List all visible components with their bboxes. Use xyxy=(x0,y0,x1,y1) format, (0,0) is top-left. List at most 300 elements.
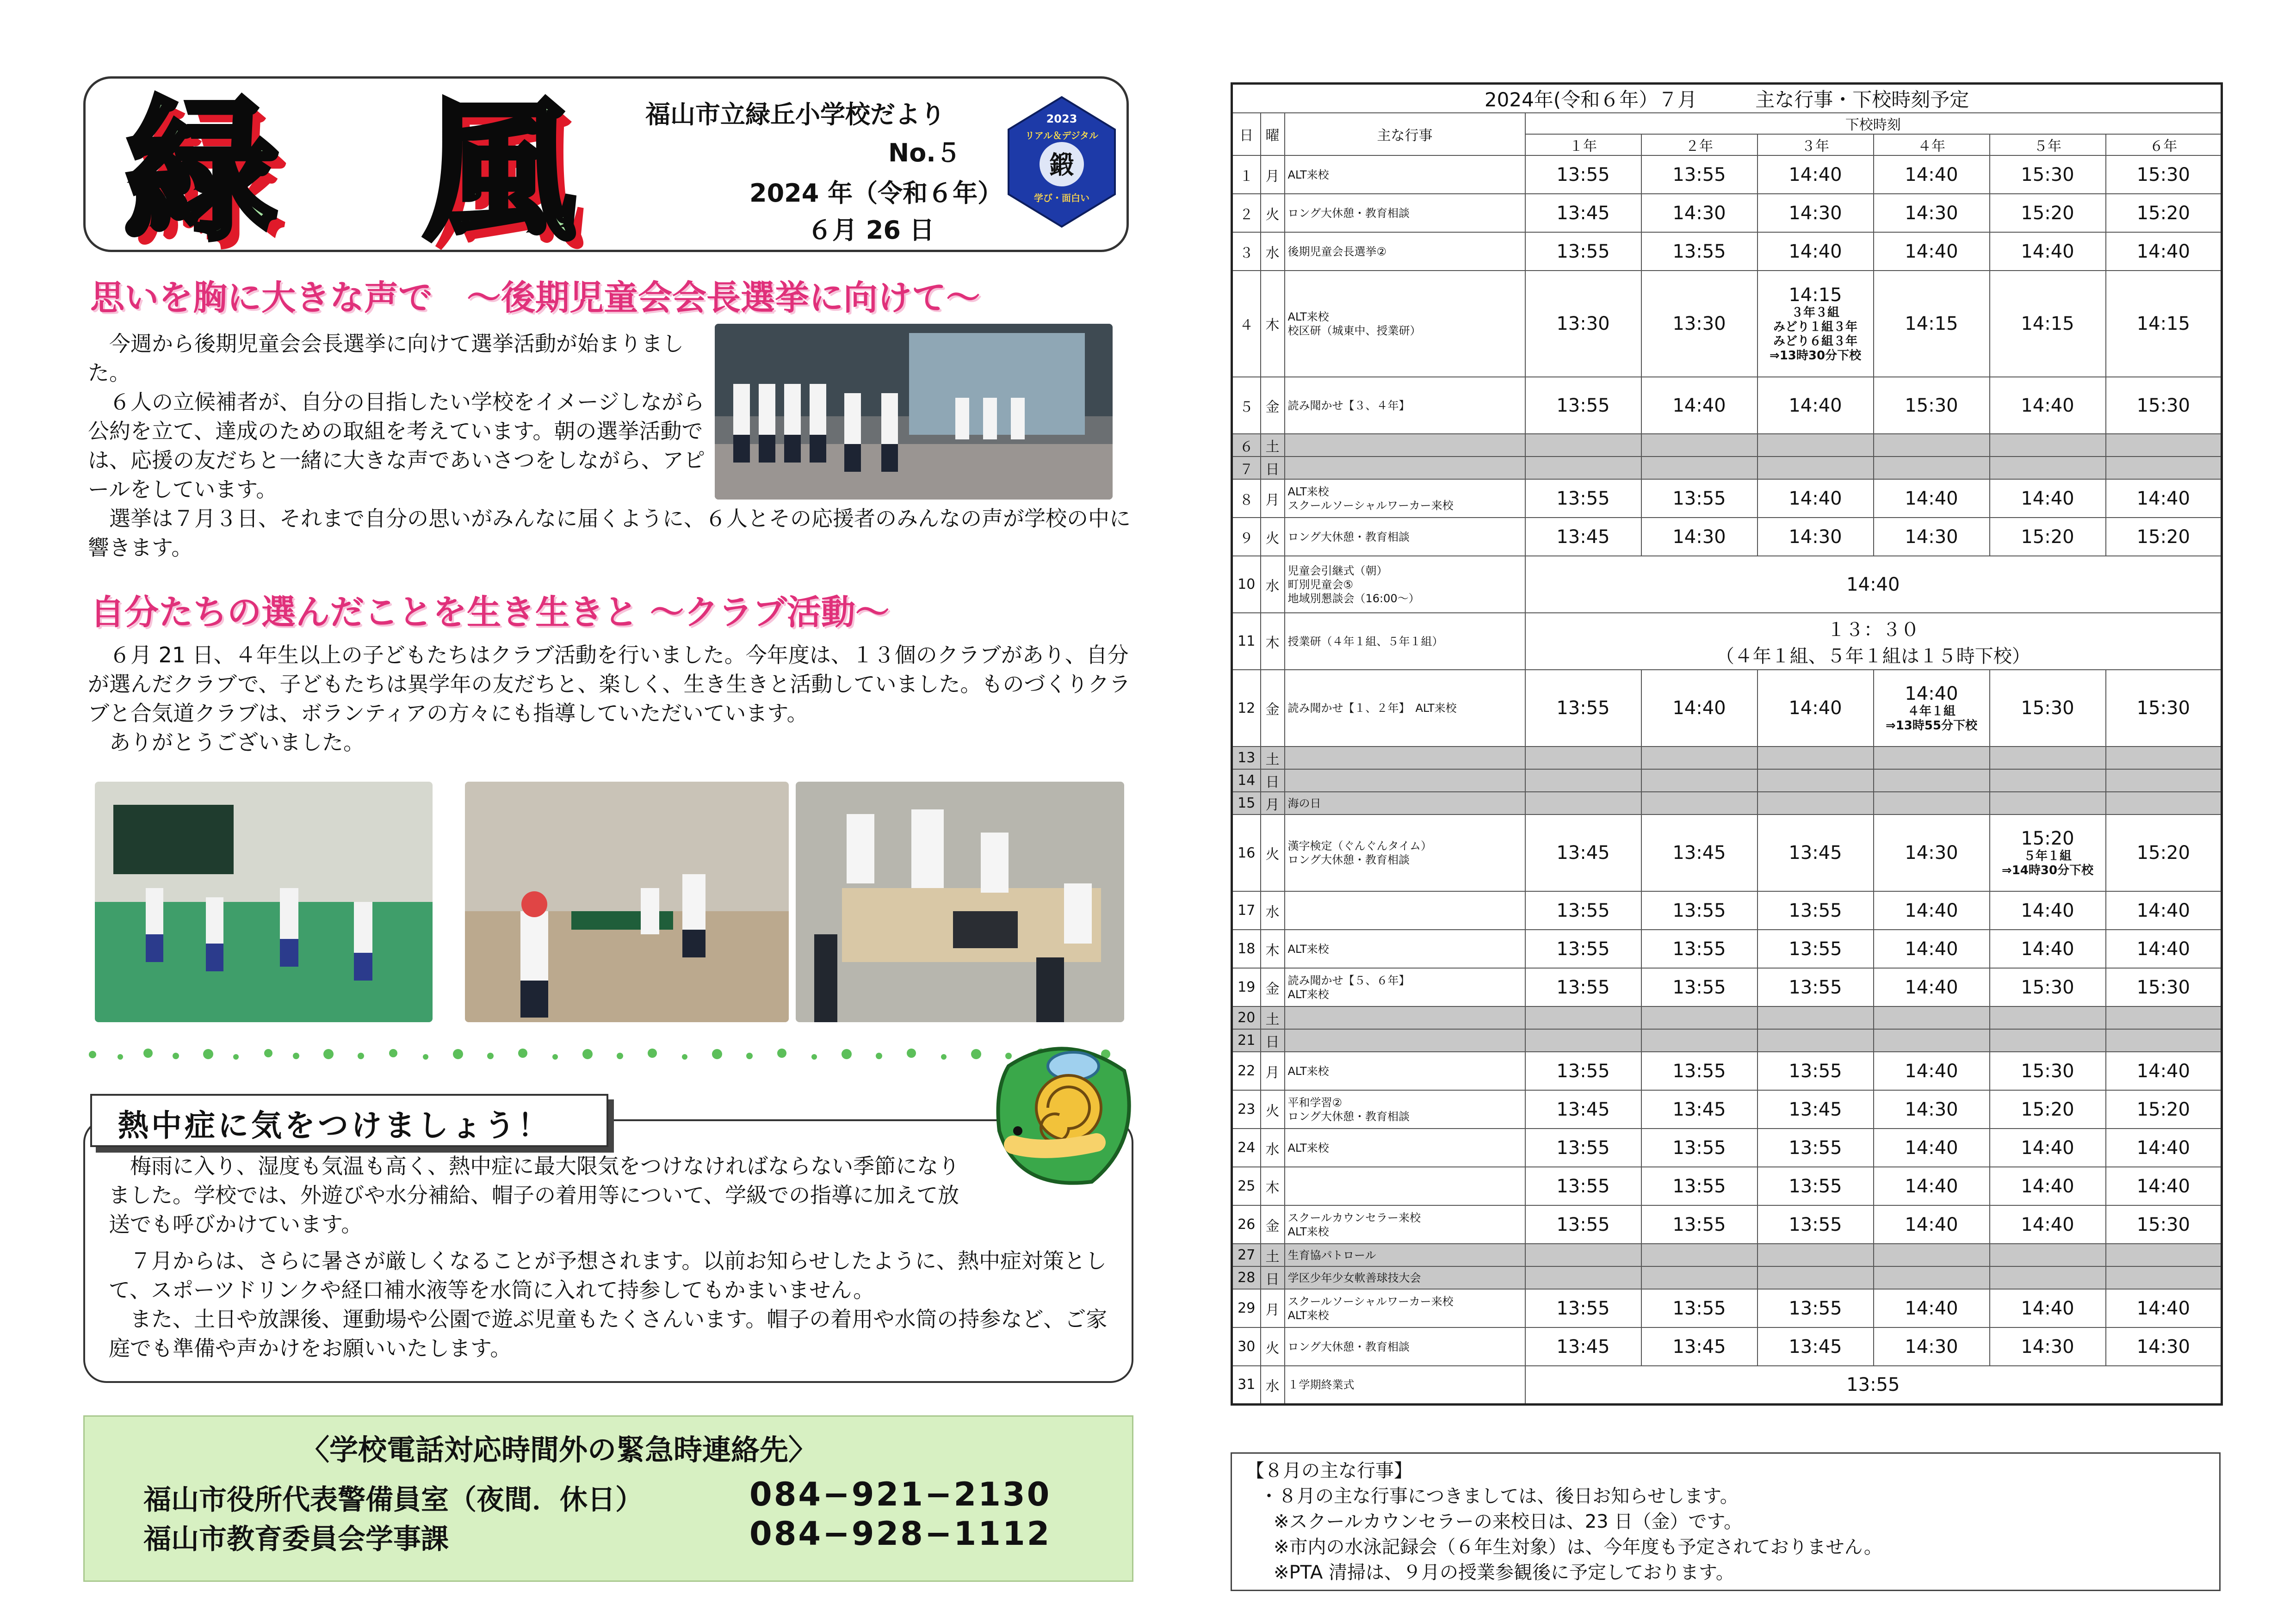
time-value: 15:30 xyxy=(2021,164,2074,185)
aikido-club-photo xyxy=(95,782,433,1022)
time-value: 13:55 xyxy=(1789,1175,1842,1197)
empty-cell xyxy=(1874,1029,1990,1052)
empty-cell xyxy=(2106,1029,2222,1052)
dismissal-time xyxy=(1874,968,1990,1006)
empty-cell xyxy=(1525,1266,1641,1289)
row-weekday: 金 xyxy=(1261,377,1285,434)
row-weekday: 日 xyxy=(1261,769,1285,792)
time-value: 13:55 xyxy=(1672,1297,1726,1319)
time-value: 14:40 xyxy=(2021,241,2074,262)
dismissal-time xyxy=(1641,1090,1758,1129)
row-weekday: 土 xyxy=(1261,747,1285,769)
schedule-row xyxy=(1232,1129,2222,1167)
time-value: 13:55 xyxy=(1556,697,1610,719)
event-item: スクールソーシャルワーカー来校 xyxy=(1287,1295,1454,1308)
row-day: ７ xyxy=(1232,457,1261,479)
dismissal-time xyxy=(1874,891,1990,930)
time-value: 15:30 xyxy=(2021,976,2074,998)
schedule-row xyxy=(1232,613,2222,670)
time-value: 13:55 xyxy=(1556,1137,1610,1159)
time-value: 15:30 xyxy=(2136,395,2190,416)
dismissal-time xyxy=(1990,518,2106,556)
time-value: 13:55 xyxy=(1672,1175,1726,1197)
time-note: ⇒14時30分下校 xyxy=(2001,864,2094,877)
time-value: 14:40 xyxy=(2021,395,2074,416)
schedule-row xyxy=(1232,457,2222,479)
dismissal-time xyxy=(1641,891,1758,930)
event-item: 学区少年少女軟善球技大会 xyxy=(1287,1271,1421,1284)
dismissal-time xyxy=(1874,815,1990,891)
august-note: ※市内の水泳記録会（６年生対象）は、今年度も予定されておりません。 xyxy=(1274,1537,1882,1558)
dismissal-time xyxy=(1525,815,1641,891)
empty-cell xyxy=(1990,747,2106,769)
row-events xyxy=(1285,1266,1525,1289)
row-day: 11 xyxy=(1232,613,1261,670)
row-weekday: 水 xyxy=(1261,1129,1285,1167)
schedule-row xyxy=(1232,968,2222,1006)
heatstroke-paragraph: 梅雨に入り、湿度も気温も高く、熱中症に最大限気をつけなければならない季節になりました。学校では、外遊びや水分補給、帽子の着用等について、学級での指導に加えて放送でも呼びかけています。 xyxy=(109,1154,960,1237)
row-events xyxy=(1285,1129,1525,1167)
row-weekday: 日 xyxy=(1261,1266,1285,1289)
schedule-row xyxy=(1232,1289,2222,1327)
schedule-row xyxy=(1232,1167,2222,1205)
empty-cell xyxy=(1525,792,1641,815)
time-value: 13:55 xyxy=(1789,938,1842,960)
row-weekday: 土 xyxy=(1261,434,1285,457)
event-item: 校区研（城東中、授業研） xyxy=(1287,324,1421,337)
dismissal-time xyxy=(2106,232,2222,271)
time-value: 14:40 xyxy=(1905,900,1958,921)
empty-cell xyxy=(1758,434,1874,457)
dismissal-time xyxy=(1525,1052,1641,1090)
time-note: ３年３組 xyxy=(1791,306,1839,320)
time-value: 14:40 xyxy=(2136,1175,2190,1197)
dismissal-time xyxy=(1758,891,1874,930)
time-value: 15:20 xyxy=(2136,1098,2190,1120)
row-weekday: 月 xyxy=(1261,792,1285,815)
time-value: 13:55 xyxy=(1556,1060,1610,1082)
row-events xyxy=(1285,613,1525,670)
dismissal-time xyxy=(1525,1090,1641,1129)
event-item: 読み聞かせ【３、４年】 xyxy=(1287,399,1410,412)
row-events xyxy=(1285,1006,1525,1029)
event-item: 後期児童会長選挙② xyxy=(1287,245,1387,258)
dismissal-time xyxy=(1641,1052,1758,1090)
row-day: ４ xyxy=(1232,271,1261,377)
empty-cell xyxy=(2106,747,2222,769)
dismissal-time xyxy=(1525,670,1641,747)
dismissal-time xyxy=(1874,1205,1990,1244)
dismissal-time xyxy=(1874,1090,1990,1129)
dismissal-time xyxy=(1641,1327,1758,1366)
time-value: 14:30 xyxy=(1905,1336,1958,1358)
dismissal-time xyxy=(2106,271,2222,377)
time-value: 14:30 xyxy=(2021,1336,2074,1358)
header-grade: ３年 xyxy=(1758,134,1874,155)
time-value: 13:55 xyxy=(1556,1214,1610,1235)
august-note: ※スクールカウンセラーの来校日は、23 日（金）です。 xyxy=(1274,1511,1743,1532)
time-value: 14:40 xyxy=(1905,1137,1958,1159)
empty-cell xyxy=(1874,792,1990,815)
dismissal-time xyxy=(1525,930,1641,968)
time-value: 14:40 xyxy=(1905,683,1958,704)
time-value: 13:55 xyxy=(1672,900,1726,921)
dismissal-all-grades xyxy=(1525,1366,2222,1404)
header-dismissal: 下校時刻 xyxy=(1525,113,2222,134)
dismissal-time xyxy=(2106,194,2222,232)
contact-name: 福山市役所代表警備員室（夜間．休日） xyxy=(143,1484,643,1516)
empty-cell xyxy=(1641,792,1758,815)
schedule-row xyxy=(1232,815,2222,891)
empty-cell xyxy=(1758,457,1874,479)
july-schedule-table xyxy=(1231,82,2223,1406)
dismissal-time xyxy=(1758,1327,1874,1366)
dismissal-time xyxy=(1990,968,2106,1006)
dismissal-time xyxy=(1874,1289,1990,1327)
row-events xyxy=(1285,747,1525,769)
dismissal-time: 14:40 xyxy=(1846,574,1900,595)
empty-cell xyxy=(1874,769,1990,792)
row-day: 31 xyxy=(1232,1366,1261,1404)
dismissal-time xyxy=(2106,518,2222,556)
dismissal-time xyxy=(1990,1205,2106,1244)
dismissal-time xyxy=(1874,232,1990,271)
time-value: 13:45 xyxy=(1556,1098,1610,1120)
time-value: 15:20 xyxy=(2021,202,2074,224)
empty-cell xyxy=(1641,1266,1758,1289)
event-item: スクールソーシャルワーカー来校 xyxy=(1287,499,1454,512)
header-grade: ２年 xyxy=(1641,134,1758,155)
empty-cell xyxy=(1525,1244,1641,1266)
emergency-contact-title: 〈学校電話対応時間外の緊急時連絡先〉 xyxy=(301,1433,817,1467)
dismissal-time xyxy=(1525,1167,1641,1205)
dismissal-time xyxy=(1525,1289,1641,1327)
row-weekday: 水 xyxy=(1261,556,1285,613)
empty-cell xyxy=(1758,1029,1874,1052)
empty-cell xyxy=(1758,1006,1874,1029)
dismissal-time xyxy=(2106,1129,2222,1167)
event-item: 読み聞かせ【５、６年】 xyxy=(1287,974,1410,987)
dismissal-time xyxy=(1758,155,1874,194)
time-value: 13:55 xyxy=(1789,1297,1842,1319)
row-events xyxy=(1285,479,1525,518)
time-value: 13:45 xyxy=(1556,526,1610,548)
time-value: 14:30 xyxy=(1789,526,1842,548)
empty-cell xyxy=(1525,747,1641,769)
article1-body xyxy=(88,329,708,504)
empty-cell xyxy=(1990,1006,2106,1029)
dismissal-time xyxy=(1990,891,2106,930)
header-grade: ４年 xyxy=(1874,134,1990,155)
svg-text:学び・面白い: 学び・面白い xyxy=(1034,192,1089,204)
schedule-row xyxy=(1232,930,2222,968)
empty-cell xyxy=(1990,434,2106,457)
event-item: ALT来校 xyxy=(1287,942,1329,956)
dismissal-all-grades xyxy=(1525,613,2222,670)
dismissal-time xyxy=(2106,1052,2222,1090)
time-value: 14:40 xyxy=(2136,488,2190,509)
heatstroke-title: 熱中症に気をつけましょう！ xyxy=(118,1108,551,1143)
empty-cell xyxy=(1758,792,1874,815)
event-item: 生育協パトロール xyxy=(1287,1248,1376,1262)
dismissal-time xyxy=(1758,194,1874,232)
time-value: 15:20 xyxy=(2136,202,2190,224)
schedule-row xyxy=(1232,1244,2222,1266)
empty-cell xyxy=(1990,769,2106,792)
row-day: ９ xyxy=(1232,518,1261,556)
schedule-row xyxy=(1232,479,2222,518)
event-item: ロング大休憩・教育相談 xyxy=(1287,530,1410,543)
dismissal-time xyxy=(2106,930,2222,968)
row-day: 17 xyxy=(1232,891,1261,930)
row-events xyxy=(1285,1366,1525,1404)
dismissal-time xyxy=(1758,1090,1874,1129)
dismissal-time xyxy=(1641,518,1758,556)
row-events xyxy=(1285,271,1525,377)
time-value: 13:55 xyxy=(1672,1137,1726,1159)
dismissal-time xyxy=(1641,1289,1758,1327)
row-weekday: 水 xyxy=(1261,891,1285,930)
dismissal-time xyxy=(1758,232,1874,271)
event-item: ALT来校 xyxy=(1287,1225,1329,1238)
empty-cell xyxy=(1990,1029,2106,1052)
schedule-row xyxy=(1232,1205,2222,1244)
dismissal-time xyxy=(1525,155,1641,194)
time-value: 13:55 xyxy=(1556,938,1610,960)
event-item: ALT来校 xyxy=(1287,1141,1329,1154)
row-weekday: 月 xyxy=(1261,155,1285,194)
svg-text:2023: 2023 xyxy=(1046,112,1077,125)
dismissal-time xyxy=(1874,194,1990,232)
time-value: 13:55 xyxy=(1672,938,1726,960)
row-events xyxy=(1285,1244,1525,1266)
dismissal-time xyxy=(1525,1205,1641,1244)
event-item: ロング大休憩・教育相談 xyxy=(1287,1110,1410,1123)
article2-title: 自分たちの選んだことを生き生きと ～クラブ活動～ xyxy=(90,592,890,632)
row-events xyxy=(1285,194,1525,232)
issue-date: ６月 26 日 xyxy=(807,216,934,245)
row-day: 16 xyxy=(1232,815,1261,891)
time-value: 13:45 xyxy=(1672,1098,1726,1120)
row-weekday: 金 xyxy=(1261,968,1285,1006)
row-day: 13 xyxy=(1232,747,1261,769)
article1-title: 思いを胸に大きな声で ～後期児童会会長選挙に向けて～ xyxy=(90,278,980,318)
row-day: 12 xyxy=(1232,670,1261,747)
svg-text:鍛: 鍛 xyxy=(1049,150,1074,179)
schedule-row xyxy=(1232,1327,2222,1366)
row-weekday: 火 xyxy=(1261,1327,1285,1366)
empty-cell xyxy=(1641,769,1758,792)
time-value: 14:40 xyxy=(2021,1297,2074,1319)
event-item: ALT来校 xyxy=(1287,1308,1329,1322)
schedule-row xyxy=(1232,377,2222,434)
time-value: 14:40 xyxy=(1905,1175,1958,1197)
header-day: 日 xyxy=(1232,113,1261,155)
time-note: ４年１組 xyxy=(1907,704,1956,718)
dismissal-time xyxy=(1990,1327,2106,1366)
row-events xyxy=(1285,769,1525,792)
row-events xyxy=(1285,377,1525,434)
time-value: 14:15 xyxy=(2136,313,2190,334)
row-events xyxy=(1285,815,1525,891)
dismissal-time xyxy=(2106,155,2222,194)
dismissal-time xyxy=(2106,815,2222,891)
dismissal-time xyxy=(2106,377,2222,434)
dismissal-time xyxy=(1758,968,1874,1006)
dismissal-time xyxy=(1990,670,2106,747)
dismissal-time xyxy=(1758,1129,1874,1167)
time-value: 14:40 xyxy=(2136,1297,2190,1319)
row-weekday: 水 xyxy=(1261,232,1285,271)
dismissal-time xyxy=(2106,670,2222,747)
time-value: 14:40 xyxy=(1789,241,1842,262)
empty-cell xyxy=(2106,792,2222,815)
dismissal-time xyxy=(1874,1167,1990,1205)
event-item: ALT来校 xyxy=(1287,485,1329,498)
time-value: 14:40 xyxy=(1789,697,1842,719)
time-value: 14:40 xyxy=(1905,164,1958,185)
dismissal-time xyxy=(1641,1129,1758,1167)
row-day: 14 xyxy=(1232,769,1261,792)
row-events xyxy=(1285,232,1525,271)
dismissal-time xyxy=(2106,1327,2222,1366)
time-value: 14:40 xyxy=(2136,241,2190,262)
time-value: 13:45 xyxy=(1672,1336,1726,1358)
dismissal-time xyxy=(1758,1205,1874,1244)
issue-year: 2024 年（令和６年） xyxy=(749,179,1003,208)
row-events xyxy=(1285,1327,1525,1366)
dismissal-time xyxy=(1758,1167,1874,1205)
time-value: 13:55 xyxy=(1556,900,1610,921)
schedule-row xyxy=(1232,792,2222,815)
time-value: 14:40 xyxy=(2021,1175,2074,1197)
empty-cell xyxy=(1990,1266,2106,1289)
empty-cell xyxy=(2106,434,2222,457)
row-events xyxy=(1285,457,1525,479)
empty-cell xyxy=(1758,1266,1874,1289)
heatstroke-paragraph: ７月からは、さらに暑さが厳しくなることが予想されます。以前お知らせしたように、熱中症対策として、スポーツドリンクや経口補水液等を水筒に入れて持参してもかまいません。 xyxy=(109,1248,1107,1302)
dismissal-time xyxy=(2106,1205,2222,1244)
empty-cell xyxy=(1641,457,1758,479)
time-value: 15:30 xyxy=(2021,1060,2074,1082)
dismissal-time xyxy=(1874,155,1990,194)
event-item: ロング大休憩・教育相談 xyxy=(1287,206,1410,220)
dismissal-time xyxy=(1525,479,1641,518)
row-day: 20 xyxy=(1232,1006,1261,1029)
empty-cell xyxy=(1525,457,1641,479)
schedule-row xyxy=(1232,1006,2222,1029)
row-day: 22 xyxy=(1232,1052,1261,1090)
time-value: 14:40 xyxy=(1789,488,1842,509)
event-item: 漢字検定（ぐんぐんタイム） xyxy=(1287,839,1432,852)
time-value: 14:40 xyxy=(1905,1060,1958,1082)
schedule-row xyxy=(1232,194,2222,232)
time-value: 14:15 xyxy=(1905,313,1958,334)
article1-body-wide xyxy=(88,504,1133,562)
dismissal-time xyxy=(1990,155,2106,194)
row-weekday: 水 xyxy=(1261,1366,1285,1404)
dismissal-time xyxy=(1641,271,1758,377)
schedule-row xyxy=(1232,271,2222,377)
time-value: 14:40 xyxy=(2021,1214,2074,1235)
dismissal-time xyxy=(1641,479,1758,518)
time-value: 15:30 xyxy=(2136,697,2190,719)
dismissal-time xyxy=(1990,1289,2106,1327)
row-day: ６ xyxy=(1232,434,1261,457)
dismissal-time xyxy=(2106,1090,2222,1129)
time-value: 13:55 xyxy=(1556,1297,1610,1319)
snail-leaf-illustration xyxy=(990,1038,1138,1191)
time-value: 13:55 xyxy=(1789,1137,1842,1159)
time-value: 14:30 xyxy=(1905,202,1958,224)
schedule-row xyxy=(1232,556,2222,613)
event-item: ロング大休憩・教育相談 xyxy=(1287,853,1410,866)
row-day: ２ xyxy=(1232,194,1261,232)
dismissal-time xyxy=(2106,968,2222,1006)
header-grade: １年 xyxy=(1525,134,1641,155)
dismissal-time: 13:55 xyxy=(1846,1374,1900,1395)
time-value: 14:40 xyxy=(1905,488,1958,509)
issue-number: No.５ xyxy=(888,138,961,167)
august-heading: 【８月の主な行事】 xyxy=(1246,1460,1412,1481)
empty-cell xyxy=(1874,1244,1990,1266)
dismissal-time xyxy=(1990,1129,2106,1167)
dismissal-time xyxy=(1990,815,2106,891)
time-value: 15:30 xyxy=(1905,395,1958,416)
time-value: 13:55 xyxy=(1672,976,1726,998)
row-day: ８ xyxy=(1232,479,1261,518)
empty-cell xyxy=(2106,769,2222,792)
row-weekday: 木 xyxy=(1261,930,1285,968)
dismissal-time xyxy=(1874,930,1990,968)
row-events xyxy=(1285,556,1525,613)
event-item: 読み聞かせ【１、２年】 ALT来校 xyxy=(1287,702,1457,715)
dismissal-time xyxy=(1641,815,1758,891)
time-value: 15:20 xyxy=(2021,1098,2074,1120)
empty-cell xyxy=(1758,1244,1874,1266)
event-item: 地域別懇談会（16:00～） xyxy=(1287,592,1420,605)
school-name: 福山市立緑丘小学校だより xyxy=(645,100,945,129)
dismissal-time xyxy=(1641,194,1758,232)
row-day: 24 xyxy=(1232,1129,1261,1167)
row-day: 25 xyxy=(1232,1167,1261,1205)
schedule-row xyxy=(1232,434,2222,457)
time-value: 13:45 xyxy=(1556,842,1610,864)
empty-cell xyxy=(1990,792,2106,815)
row-events xyxy=(1285,518,1525,556)
schedule-row xyxy=(1232,1266,2222,1289)
dismissal-time xyxy=(1990,271,2106,377)
time-value: 14:30 xyxy=(1789,202,1842,224)
time-value: 15:30 xyxy=(2136,164,2190,185)
dismissal-time xyxy=(1525,232,1641,271)
row-day: 28 xyxy=(1232,1266,1261,1289)
time-value: 13:55 xyxy=(1789,1214,1842,1235)
time-value: 13:55 xyxy=(1556,1175,1610,1197)
empty-cell xyxy=(1525,1006,1641,1029)
time-value: 13:55 xyxy=(1672,241,1726,262)
empty-cell xyxy=(1990,1244,2106,1266)
row-events xyxy=(1285,891,1525,930)
dismissal-time xyxy=(1990,194,2106,232)
row-day: 19 xyxy=(1232,968,1261,1006)
time-value: 14:40 xyxy=(1905,241,1958,262)
time-value: 13:55 xyxy=(1789,900,1842,921)
time-value: 14:40 xyxy=(2136,938,2190,960)
dismissal-time xyxy=(1641,1205,1758,1244)
row-weekday: 木 xyxy=(1261,1167,1285,1205)
august-notes-box xyxy=(1231,1452,2221,1591)
